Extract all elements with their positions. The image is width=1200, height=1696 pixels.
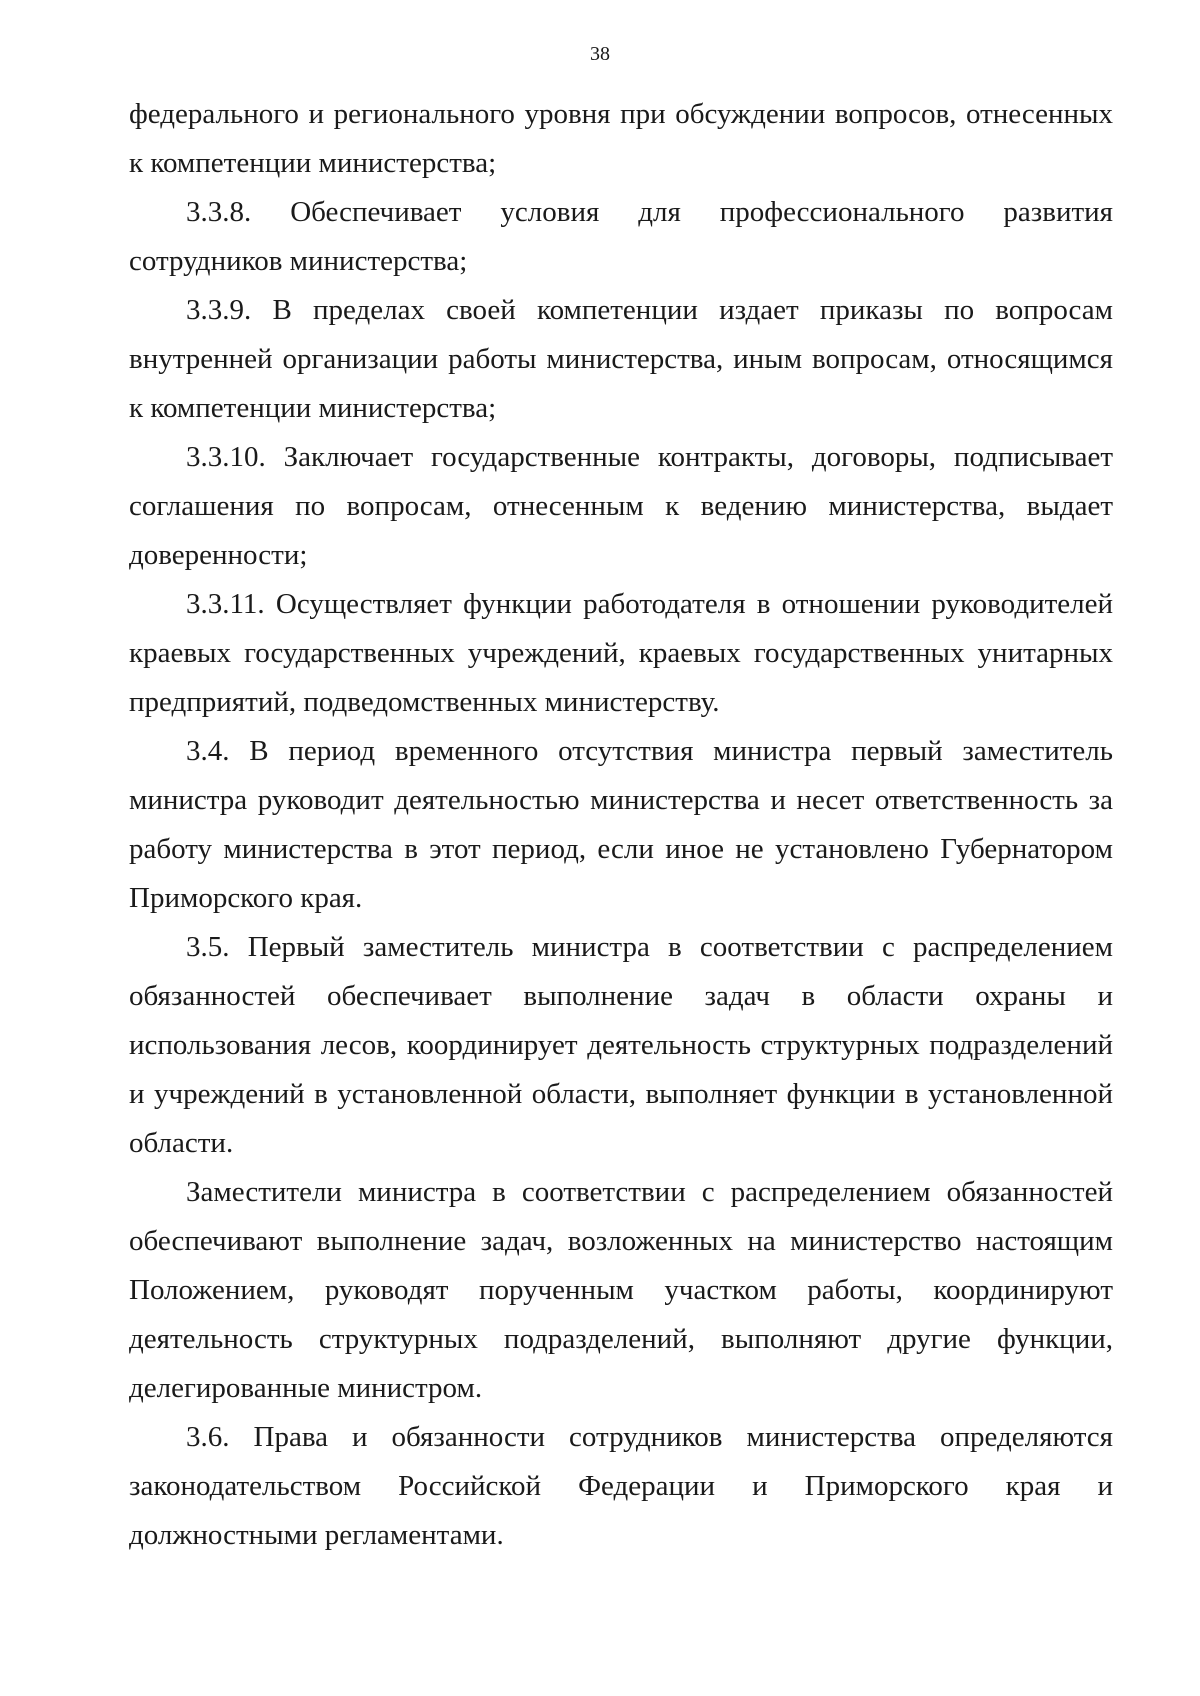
document-body: [129, 90, 1113, 1560]
paragraph-3-3-9: 3.3.9. В пределах своей компетенции издает приказы по вопросам внутренней организации работы министерства, иным вопросам, относящимся к компетенции министерства;: [129, 294, 1113, 424]
paragraph-3-3-11: 3.3.11. Осуществляет функции работодателя в отношении руководителей краевых государственных учреждений, краевых государственных унитарных предприятий, подведомственных министерству.: [129, 588, 1113, 718]
paragraph-3-3-10: 3.3.10. Заключает государственные контракты, договоры, подписывает соглашения по вопросам, отнесенным к ведению министерства, выдает доверенности;: [129, 441, 1113, 571]
paragraph-3-5: 3.5. Первый заместитель министра в соответствии с распределением обязанностей обеспечивает выполнение задач в области охраны и использования лесов, координирует деятельность структурных подразделений и учреждений в установленной области, выполняет функции в установленной области.: [129, 931, 1113, 1159]
paragraph-continuation: федерального и регионального уровня при обсуждении вопросов, отнесенных к компетенции министерства;: [129, 98, 1113, 179]
paragraph-3-4: 3.4. В период временного отсутствия министра первый заместитель министра руководит деятельностью министерства и несет ответственность за работу министерства в этот период, если иное не установлено Губернатором Приморского края.: [129, 735, 1113, 914]
paragraph-3-6: 3.6. Права и обязанности сотрудников министерства определяются законодательством Российской Федерации и Приморского края и должностными регламентами.: [129, 1421, 1113, 1551]
paragraph-3-3-8: 3.3.8. Обеспечивает условия для профессионального развития сотрудников министерства;: [129, 196, 1113, 277]
paragraph-deputies: Заместители министра в соответствии с распределением обязанностей обеспечивают выполнение задач, возложенных на министерство настоящим Положением, руководят порученным участком работы, координируют деятельность структурных подразделений, выполняют другие функции, делегированные министром.: [129, 1176, 1113, 1404]
page-number: 38: [590, 43, 610, 65]
